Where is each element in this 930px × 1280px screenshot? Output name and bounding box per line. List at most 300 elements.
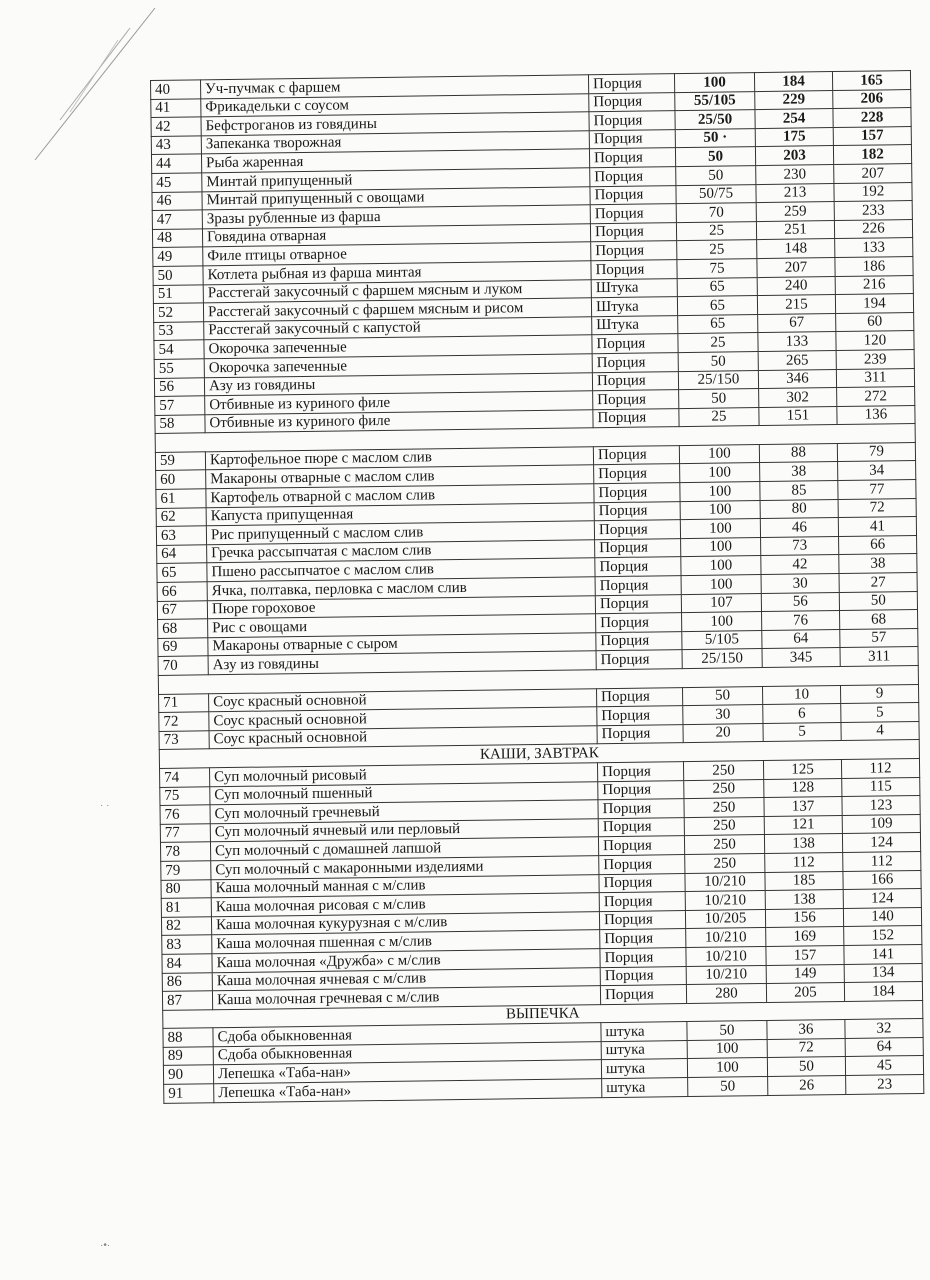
cell-unit: Порция xyxy=(590,204,676,224)
cell-value-1: 302 xyxy=(759,388,837,408)
cell-weight: 25 xyxy=(677,240,757,260)
cell-dish-name: Каша молочная пшенная с м/слив xyxy=(212,930,600,954)
cell-value-2: 184 xyxy=(844,982,922,1002)
cell-dish-name: Отбивные из куриного филе xyxy=(205,391,593,415)
cell-value-1: 38 xyxy=(760,462,838,482)
cell-row-number: 46 xyxy=(152,191,202,210)
cell-weight: 10/210 xyxy=(686,965,766,985)
cell-dish-name: Каша молочная ячневая с м/слив xyxy=(212,967,600,991)
menu-table-sheet xyxy=(150,70,923,1104)
cell-row-number: 91 xyxy=(164,1084,214,1103)
cell-row-number: 89 xyxy=(163,1047,213,1066)
cell-row-number: 58 xyxy=(155,414,205,433)
cell-weight: 65 xyxy=(677,277,757,297)
cell-row-number: 45 xyxy=(152,173,202,192)
cell-value-1: 229 xyxy=(755,90,833,110)
cell-dish-name: Соус красный основной xyxy=(209,688,597,712)
cell-value-1: 125 xyxy=(763,759,841,779)
cell-value-1: 26 xyxy=(768,1076,846,1096)
cell-row-number: 57 xyxy=(155,396,205,415)
cell-value-1: 148 xyxy=(757,239,835,259)
cell-value-2: 123 xyxy=(842,796,920,816)
cell-dish-name: Говядина отварная xyxy=(202,223,590,247)
cell-value-2: 109 xyxy=(842,814,920,834)
cell-weight: 5/105 xyxy=(682,630,762,650)
cell-dish-name: Суп молочный рисовый xyxy=(210,763,598,787)
cell-weight: 50 xyxy=(676,166,756,186)
cell-row-number: 90 xyxy=(163,1065,213,1084)
cell-value-2: 192 xyxy=(834,182,912,202)
dish-price-table xyxy=(150,70,924,1104)
cell-weight: 50 xyxy=(687,1021,767,1041)
cell-row-number: 76 xyxy=(160,805,210,824)
cell-value-2: 45 xyxy=(845,1056,923,1076)
cell-row-number: 67 xyxy=(157,600,207,619)
cell-value-2: 206 xyxy=(833,89,911,109)
cell-value-1: 64 xyxy=(762,629,840,649)
cell-weight: 250 xyxy=(684,835,764,855)
cell-row-number: 78 xyxy=(160,842,210,861)
cell-value-2: 32 xyxy=(845,1019,923,1039)
cell-value-1: 88 xyxy=(759,443,837,463)
cell-row-number: 88 xyxy=(163,1028,213,1047)
cell-value-1: 240 xyxy=(757,276,835,296)
cell-row-number: 80 xyxy=(161,879,211,898)
cell-row-number: 72 xyxy=(159,712,209,731)
cell-value-1: 156 xyxy=(765,908,843,928)
cell-value-1: 149 xyxy=(766,964,844,984)
cell-dish-name: Филе птицы отварное xyxy=(203,242,591,266)
cell-weight: 250 xyxy=(684,779,764,799)
cell-value-2: 41 xyxy=(838,517,916,537)
cell-value-2: 50 xyxy=(839,591,917,611)
cell-row-number: 73 xyxy=(159,731,209,750)
cell-unit: Порция xyxy=(594,501,680,521)
cell-row-number: 40 xyxy=(151,80,201,99)
cell-dish-name: Минтай припущенный xyxy=(202,168,590,192)
cell-row-number: 84 xyxy=(162,954,212,973)
cell-dish-name: Каша молочная кукурузная с м/слив xyxy=(211,911,599,935)
cell-value-1: 205 xyxy=(766,983,844,1003)
cell-unit: Порция xyxy=(598,799,684,819)
cell-dish-name: Каша молочная «Дружба» с м/слив xyxy=(212,949,600,973)
cell-unit: Порция xyxy=(594,483,680,503)
cell-dish-name: Пшено рассыпчатое с маслом слив xyxy=(207,558,595,582)
cell-dish-name: Лепешка «Таба-нан» xyxy=(214,1079,602,1103)
cell-dish-name: Капуста припущенная xyxy=(206,502,594,526)
cell-dish-name: Макароны отварные с маслом слив xyxy=(206,465,594,489)
cell-value-2: 186 xyxy=(835,256,913,276)
cell-unit: Порция xyxy=(599,910,685,930)
cell-value-1: 138 xyxy=(765,890,843,910)
cell-weight: 100 xyxy=(687,1039,767,1059)
scan-speck: ·•· xyxy=(100,1240,111,1251)
cell-row-number: 50 xyxy=(153,266,203,285)
cell-dish-name: Рыба жаренная xyxy=(201,149,589,173)
cell-row-number: 60 xyxy=(156,470,206,489)
cell-value-2: 311 xyxy=(840,647,918,667)
cell-unit: Порция xyxy=(600,947,686,967)
cell-value-1: 138 xyxy=(764,834,842,854)
cell-weight: 100 xyxy=(681,556,761,576)
cell-value-2: 77 xyxy=(838,480,916,500)
cell-value-1: 85 xyxy=(760,481,838,501)
cell-value-2: 120 xyxy=(836,331,914,351)
cell-dish-name: Бефстроганов из говядины xyxy=(201,112,589,136)
cell-unit: Порция xyxy=(590,222,676,242)
cell-value-1: 151 xyxy=(759,406,837,426)
cell-value-2: 216 xyxy=(835,275,913,295)
scan-speck: · · xyxy=(100,800,110,811)
cell-unit: Порция xyxy=(600,966,686,986)
cell-weight: 100 xyxy=(680,519,760,539)
cell-weight: 50/75 xyxy=(676,184,756,204)
cell-value-2: 34 xyxy=(838,461,916,481)
cell-row-number: 44 xyxy=(151,154,201,173)
cell-row-number: 51 xyxy=(153,284,203,303)
cell-row-number: 55 xyxy=(154,359,204,378)
cell-value-1: 56 xyxy=(761,592,839,612)
cell-value-2: 140 xyxy=(843,907,921,927)
cell-value-2: 115 xyxy=(842,777,920,797)
cell-value-1: 30 xyxy=(761,574,839,594)
cell-value-2: 272 xyxy=(837,387,915,407)
cell-row-number: 81 xyxy=(161,898,211,917)
cell-value-2: 5 xyxy=(841,703,919,723)
cell-unit: Порция xyxy=(589,148,675,168)
cell-unit: Штука xyxy=(592,315,678,335)
cell-weight: 25/150 xyxy=(678,370,758,390)
cell-weight: 50 xyxy=(688,1077,768,1097)
cell-value-1: 10 xyxy=(762,685,840,705)
cell-dish-name: Каша молочная рисовая с м/слив xyxy=(211,893,599,917)
cell-row-number: 41 xyxy=(151,98,201,117)
cell-unit: Порция xyxy=(600,985,686,1005)
cell-weight: 10/210 xyxy=(686,928,766,948)
cell-value-1: 112 xyxy=(765,852,843,872)
cell-unit: Порция xyxy=(596,650,682,670)
cell-weight: 70 xyxy=(676,203,756,223)
cell-dish-name: Пюре гороховое xyxy=(207,595,595,619)
cell-value-1: 207 xyxy=(757,257,835,277)
cell-row-number: 71 xyxy=(159,693,209,712)
cell-value-2: 9 xyxy=(840,684,918,704)
cell-weight: 250 xyxy=(685,853,765,873)
cell-value-1: 230 xyxy=(756,165,834,185)
cell-dish-name: Суп молочный с домашней лапшой xyxy=(210,837,598,861)
cell-weight: 107 xyxy=(681,593,761,613)
cell-row-number: 52 xyxy=(153,303,203,322)
cell-dish-name: Запеканка творожная xyxy=(201,131,589,155)
cell-unit: Порция xyxy=(592,334,678,354)
cell-weight: 65 xyxy=(677,296,757,316)
cell-unit: Порция xyxy=(596,631,682,651)
cell-weight: 55/105 xyxy=(675,91,755,111)
cell-weight: 50 · xyxy=(675,128,755,148)
cell-weight: 100 xyxy=(681,575,761,595)
cell-weight: 10/205 xyxy=(685,909,765,929)
cell-row-number: 69 xyxy=(158,638,208,657)
cell-weight: 25 xyxy=(678,333,758,353)
cell-row-number: 42 xyxy=(151,117,201,136)
cell-row-number: 56 xyxy=(154,377,204,396)
cell-value-1: 50 xyxy=(767,1057,845,1077)
section-title: КАШИ, ЗАВТРАК xyxy=(159,740,919,769)
cell-unit: Порция xyxy=(588,74,674,94)
cell-unit: Порция xyxy=(598,780,684,800)
cell-unit: Порция xyxy=(589,111,675,131)
cell-unit: штука xyxy=(601,1040,687,1060)
cell-weight: 250 xyxy=(684,798,764,818)
cell-dish-name: Каша молочный манная с м/слив xyxy=(211,874,599,898)
cell-unit: штука xyxy=(602,1078,688,1098)
cell-weight: 250 xyxy=(683,760,763,780)
cell-weight: 10/210 xyxy=(685,872,765,892)
cell-dish-name: Картофельное пюре с маслом слив xyxy=(205,447,593,471)
cell-dish-name: Суп молочный пшенный xyxy=(210,781,598,805)
cell-unit: Порция xyxy=(595,557,681,577)
cell-row-number: 49 xyxy=(153,247,203,266)
cell-weight: 25/50 xyxy=(675,110,755,130)
cell-row-number: 47 xyxy=(152,210,202,229)
cell-unit: Порция xyxy=(599,855,685,875)
cell-weight: 100 xyxy=(682,612,762,632)
cell-weight: 25/150 xyxy=(682,649,762,669)
cell-weight: 100 xyxy=(680,463,760,483)
cell-value-1: 254 xyxy=(755,109,833,129)
cell-unit: Порция xyxy=(592,353,678,373)
cell-value-1: 46 xyxy=(760,518,838,538)
cell-value-1: 5 xyxy=(763,722,841,742)
cell-value-2: 166 xyxy=(843,870,921,890)
cell-value-1: 36 xyxy=(767,1020,845,1040)
cell-unit: Порция xyxy=(593,408,679,428)
cell-row-number: 87 xyxy=(162,991,212,1010)
cell-value-2: 136 xyxy=(837,405,915,425)
cell-dish-name: Сдоба обыкновенная xyxy=(213,1023,601,1047)
cell-unit: Порция xyxy=(591,241,677,261)
cell-dish-name: Котлета рыбная из фарша минтая xyxy=(203,261,591,285)
cell-value-1: 6 xyxy=(763,704,841,724)
cell-weight: 25 xyxy=(676,221,756,241)
cell-value-1: 76 xyxy=(762,611,840,631)
cell-row-number: 54 xyxy=(154,340,204,359)
cell-unit: Порция xyxy=(598,817,684,837)
cell-value-2: 182 xyxy=(833,145,911,165)
cell-dish-name: Ячка, полтавка, перловка с маслом слив xyxy=(207,577,595,601)
cell-row-number: 75 xyxy=(160,786,210,805)
cell-weight: 50 xyxy=(682,686,762,706)
cell-row-number: 68 xyxy=(158,619,208,638)
cell-value-1: 175 xyxy=(755,127,833,147)
cell-unit: Порция xyxy=(593,390,679,410)
cell-value-2: 311 xyxy=(836,368,914,388)
cell-value-2: 112 xyxy=(843,851,921,871)
cell-unit: Порция xyxy=(595,538,681,558)
cell-dish-name: Фрикадельки с соусом xyxy=(201,93,589,117)
cell-value-2: 64 xyxy=(845,1037,923,1057)
cell-unit: Порция xyxy=(590,185,676,205)
cell-dish-name: Суп молочный гречневый xyxy=(210,800,598,824)
cell-dish-name: Суп молочный ячневый или перловый xyxy=(210,818,598,842)
cell-value-2: 194 xyxy=(835,294,913,314)
cell-dish-name: Расстегай закусочный с фаршем мясным и рисом xyxy=(203,298,591,322)
cell-weight: 50 xyxy=(675,147,755,167)
cell-value-1: 184 xyxy=(754,72,832,92)
cell-dish-name: Рис припущенный с маслом слив xyxy=(206,521,594,545)
cell-dish-name: Зразы рубленные из фарша xyxy=(202,205,590,229)
cell-dish-name: Картофель отварной с маслом слив xyxy=(206,484,594,508)
cell-dish-name: Суп молочный с макаронными изделиями xyxy=(211,856,599,880)
cell-dish-name: Отбивные из куриного филе xyxy=(205,409,593,433)
cell-row-number: 83 xyxy=(162,935,212,954)
cell-row-number: 70 xyxy=(158,656,208,675)
cell-weight: 20 xyxy=(683,723,763,743)
cell-unit: Порция xyxy=(599,873,685,893)
cell-unit: Порция xyxy=(598,836,684,856)
cell-unit: Порция xyxy=(595,594,681,614)
cell-unit: штука xyxy=(601,1059,687,1079)
cell-dish-name: Каша молочная гречневая с м/слив xyxy=(212,986,600,1010)
cell-value-2: 124 xyxy=(843,889,921,909)
cell-weight: 100 xyxy=(679,444,759,464)
cell-value-2: 239 xyxy=(836,349,914,369)
cell-unit: Порция xyxy=(590,167,676,187)
cell-value-2: 66 xyxy=(839,535,917,555)
cell-row-number: 43 xyxy=(151,136,201,155)
cell-dish-name: Сдоба обыкновенная xyxy=(213,1042,601,1066)
cell-unit: штука xyxy=(601,1022,687,1042)
cell-row-number: 63 xyxy=(156,526,206,545)
cell-unit: Порция xyxy=(596,613,682,633)
cell-value-2: 133 xyxy=(835,238,913,258)
cell-row-number: 82 xyxy=(161,916,211,935)
cell-weight: 75 xyxy=(677,259,757,279)
cell-dish-name: Расстегай закусочный с капустой xyxy=(204,316,592,340)
cell-value-2: 23 xyxy=(846,1075,924,1095)
cell-unit: Порция xyxy=(597,687,683,707)
cell-value-1: 128 xyxy=(764,778,842,798)
cell-dish-name: Азу из говядины xyxy=(204,372,592,396)
cell-weight: 30 xyxy=(683,705,763,725)
cell-row-number: 61 xyxy=(156,489,206,508)
cell-weight: 25 xyxy=(679,407,759,427)
cell-value-1: 137 xyxy=(764,797,842,817)
cell-value-2: 228 xyxy=(833,108,911,128)
cell-value-2: 79 xyxy=(837,442,915,462)
cell-weight: 250 xyxy=(684,816,764,836)
cell-row-number: 66 xyxy=(157,582,207,601)
cell-weight: 100 xyxy=(680,500,760,520)
cell-value-1: 213 xyxy=(756,183,834,203)
cell-value-2: 57 xyxy=(840,628,918,648)
cell-weight: 50 xyxy=(678,351,758,371)
cell-row-number: 53 xyxy=(154,322,204,341)
cell-dish-name: Гречка рассыпчатая с маслом слив xyxy=(207,540,595,564)
cell-weight: 100 xyxy=(687,1058,767,1078)
cell-value-2: 134 xyxy=(844,963,922,983)
cell-dish-name: Азу из говядины xyxy=(208,651,596,675)
cell-weight: 50 xyxy=(679,389,759,409)
cell-dish-name: Минтай припущенный с овощами xyxy=(202,186,590,210)
cell-weight: 10/210 xyxy=(686,946,766,966)
cell-unit: Порция xyxy=(593,445,679,465)
cell-dish-name: Рис с овощами xyxy=(208,614,596,638)
cell-value-1: 345 xyxy=(762,648,840,668)
cell-dish-name: Расстегай закусочный с фаршем мясным и луком xyxy=(203,279,591,303)
cell-value-1: 121 xyxy=(764,815,842,835)
cell-value-1: 251 xyxy=(756,220,834,240)
cell-unit: Порция xyxy=(591,260,677,280)
cell-unit: Порция xyxy=(595,576,681,596)
cell-value-2: 124 xyxy=(842,833,920,853)
cell-dish-name: Соус красный основной xyxy=(209,707,597,731)
cell-value-1: 72 xyxy=(767,1038,845,1058)
cell-value-1: 185 xyxy=(765,871,843,891)
cell-row-number: 64 xyxy=(157,545,207,564)
cell-value-2: 141 xyxy=(844,944,922,964)
cell-unit: Порция xyxy=(597,724,683,744)
cell-value-1: 42 xyxy=(761,555,839,575)
cell-value-2: 157 xyxy=(833,126,911,146)
cell-value-1: 203 xyxy=(755,146,833,166)
cell-unit: Порция xyxy=(589,92,675,112)
cell-unit: Порция xyxy=(594,520,680,540)
cell-row-number: 48 xyxy=(152,229,202,248)
cell-unit: Штука xyxy=(591,278,677,298)
cell-value-1: 157 xyxy=(766,945,844,965)
cell-weight: 280 xyxy=(686,984,766,1004)
cell-dish-name: Окорочка запеченные xyxy=(204,354,592,378)
cell-weight: 10/210 xyxy=(685,891,765,911)
cell-row-number: 65 xyxy=(157,563,207,582)
cell-value-2: 60 xyxy=(836,312,914,332)
cell-value-1: 259 xyxy=(756,202,834,222)
cell-value-2: 226 xyxy=(834,219,912,239)
cell-value-2: 233 xyxy=(834,201,912,221)
cell-value-2: 112 xyxy=(841,758,919,778)
cell-row-number: 77 xyxy=(160,824,210,843)
cell-weight: 100 xyxy=(680,482,760,502)
cell-unit: Порция xyxy=(600,929,686,949)
cell-unit: Порция xyxy=(597,762,683,782)
cell-unit: Порция xyxy=(594,464,680,484)
cell-unit: Порция xyxy=(599,892,685,912)
cell-value-2: 165 xyxy=(832,71,910,91)
cell-value-1: 67 xyxy=(758,313,836,333)
section-title: ВЫПЕЧКА xyxy=(163,1000,923,1029)
cell-unit: Порция xyxy=(589,129,675,149)
cell-value-2: 38 xyxy=(839,554,917,574)
cell-dish-name: Окорочка запеченные xyxy=(204,335,592,359)
cell-value-1: 73 xyxy=(761,536,839,556)
cell-dish-name: Соус красный основной xyxy=(209,725,597,749)
cell-value-1: 265 xyxy=(758,350,836,370)
cell-row-number: 59 xyxy=(155,452,205,471)
cell-weight: 65 xyxy=(678,314,758,334)
cell-dish-name: Уч-пучмак с фаршем xyxy=(201,75,589,99)
cell-value-1: 346 xyxy=(758,369,836,389)
cell-weight: 100 xyxy=(674,73,754,93)
cell-value-2: 27 xyxy=(839,573,917,593)
cell-value-1: 80 xyxy=(760,499,838,519)
cell-unit: Штука xyxy=(591,297,677,317)
cell-dish-name: Лепешка «Таба-нан» xyxy=(213,1060,601,1084)
cell-dish-name: Макароны отварные с сыром xyxy=(208,633,596,657)
cell-value-1: 169 xyxy=(766,927,844,947)
cell-value-1: 133 xyxy=(758,332,836,352)
cell-weight: 100 xyxy=(681,537,761,557)
